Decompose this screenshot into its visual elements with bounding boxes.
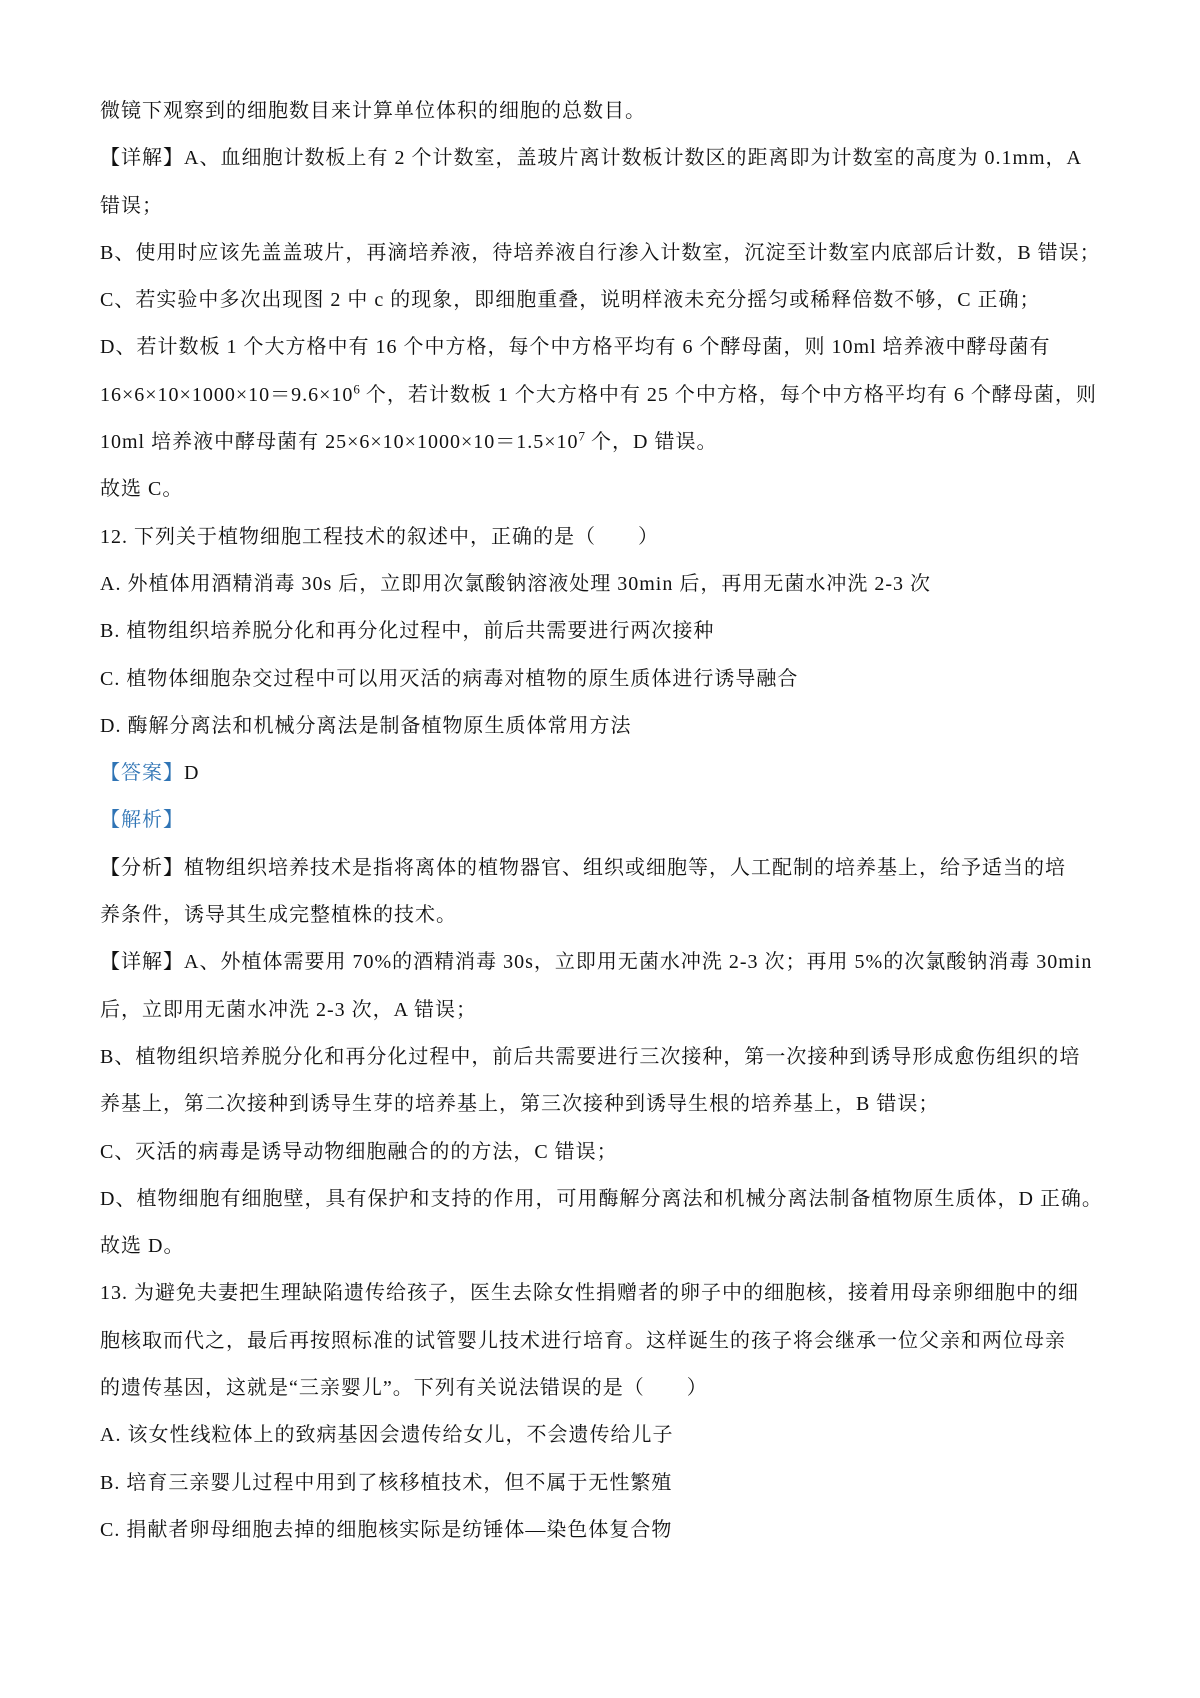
q12-conclusion [100, 1223, 1102, 1270]
q12-option-c [100, 656, 1102, 703]
q12-detail-option-b-line-2 [100, 1081, 1102, 1128]
q11-detail-option-d-line-1 [100, 324, 1102, 371]
text-segment: 个，若计数板 1 个大方格中有 25 个中方格，每个中方格平均有 6 个酵母菌，则 [359, 383, 1097, 406]
text-segment: 养条件，诱导其生成完整植株的技术。 [100, 904, 457, 927]
q12-detail-line-1 [100, 939, 1102, 986]
q12-analysis-line-1 [100, 845, 1102, 892]
text-segment: B. 培育三亲婴儿过程中用到了核移植技术，但不属于无性繁殖 [100, 1471, 673, 1494]
q13-stem-line-1 [100, 1270, 1102, 1317]
text-segment: 12. 下列关于植物细胞工程技术的叙述中，正确的是（ ） [100, 525, 659, 548]
q12-detail-option-c [100, 1129, 1102, 1176]
q12-option-a [100, 561, 1102, 608]
q12-detail-option-d [100, 1176, 1102, 1223]
q13-option-a [100, 1412, 1102, 1459]
q11-continuation-text [100, 88, 1102, 135]
text-segment: B、植物组织培养脱分化和再分化过程中，前后共需要进行三次接种，第一次接种到诱导形成愈伤组织的培 [100, 1045, 1081, 1068]
text-segment: C. 捐献者卵母细胞去掉的细胞核实际是纺锤体—染色体复合物 [100, 1518, 673, 1541]
q11-conclusion [100, 466, 1102, 513]
text-segment: 微镜下观察到的细胞数目来计算单位体积的细胞的总数目。 [100, 100, 646, 122]
document-text-block [100, 88, 1102, 1554]
text-segment: 后，立即用无菌水冲洗 2-3 次，A 错误； [100, 998, 477, 1021]
answer-value: D [184, 762, 200, 785]
text-segment: D. 酶解分离法和机械分离法是制备植物原生质体常用方法 [100, 714, 632, 737]
text-segment: 【详解】A、外植体需要用 70%的酒精消毒 30s，立即用无菌水冲洗 2-3 次；再用 5%的次氯酸钠消毒 30min [100, 951, 1093, 974]
text-segment: 10ml 培养液中酵母菌有 25×6×10×1000×10＝1.5×10 [100, 431, 579, 454]
text-segment: 故选 C。 [100, 478, 184, 501]
text-segment: C、灭活的病毒是诱导动物细胞融合的的方法，C 错误； [100, 1140, 618, 1163]
text-segment: 错误； [100, 194, 163, 217]
q11-detail-line-1 [100, 135, 1102, 182]
text-segment: 【分析】植物组织培养技术是指将离体的植物器官、组织或细胞等，人工配制的培养基上，给予适当的培 [100, 856, 1066, 879]
q11-detail-option-b [100, 230, 1102, 277]
text-segment: A. 外植体用酒精消毒 30s 后，立即用次氯酸钠溶液处理 30min 后，再用无菌水冲洗 2-3 次 [100, 572, 931, 595]
text-segment: 的遗传基因，这就是“三亲婴儿”。下列有关说法错误的是（ ） [100, 1377, 708, 1400]
q12-detail-line-2 [100, 987, 1102, 1034]
q13-stem-line-2 [100, 1318, 1102, 1365]
text-segment: C. 植物体细胞杂交过程中可以用灭活的病毒对植物的原生质体进行诱导融合 [100, 667, 799, 690]
q13-stem-line-3 [100, 1365, 1102, 1412]
text-segment: 16×6×10×1000×10＝9.6×10 [100, 383, 354, 406]
q11-detail-line-2 [100, 183, 1102, 230]
text-segment: D、若计数板 1 个大方格中有 16 个中方格，每个中方格平均有 6 个酵母菌，则 10ml 培养液中酵母菌有 [100, 336, 1051, 359]
text-segment: B、使用时应该先盖盖玻片，再滴培养液，待培养液自行渗入计数室，沉淀至计数室内底部后计数，B 错误； [100, 241, 1101, 264]
q11-detail-option-d-line-2 [100, 372, 1102, 419]
text-segment: D、植物细胞有细胞壁，具有保护和支持的作用，可用酶解分离法和机械分离法制备植物原生质体，D 正确。 [100, 1187, 1103, 1210]
q12-analysis-line-2 [100, 892, 1102, 939]
exponent-7: 7 [578, 428, 586, 444]
text-segment: C、若实验中多次出现图 2 中 c 的现象，即细胞重叠，说明样液未充分摇匀或稀释倍数不够，C 正确； [100, 289, 1041, 312]
q12-detail-option-b-line-1 [100, 1034, 1102, 1081]
answer-label: 【答案】 [100, 762, 184, 785]
text-segment: 【详解】A、血细胞计数板上有 2 个计数室，盖玻片离计数板计数区的距离即为计数室的高度为 0.1mm，A [100, 147, 1082, 170]
analysis-label: 【解析】 [100, 809, 184, 832]
text-segment: 故选 D。 [100, 1235, 185, 1258]
text-segment: 养基上，第二次接种到诱导生芽的培养基上，第三次接种到诱导生根的培养基上，B 错误； [100, 1093, 940, 1116]
q11-detail-option-c [100, 277, 1102, 324]
q12-analysis-header [100, 797, 1102, 844]
q13-option-b [100, 1460, 1102, 1507]
q11-detail-option-d-line-3 [100, 419, 1102, 466]
q12-option-b [100, 608, 1102, 655]
text-segment: 13. 为避免夫妻把生理缺陷遗传给孩子，医生去除女性捐赠者的卵子中的细胞核，接着用母亲卵细胞中的细 [100, 1282, 1079, 1305]
exponent-6: 6 [353, 381, 360, 397]
text-segment: 个，D 错误。 [585, 431, 718, 454]
text-segment: A. 该女性线粒体上的致病基因会遗传给女儿，不会遗传给儿子 [100, 1424, 674, 1447]
text-segment: 胞核取而代之，最后再按照标准的试管婴儿技术进行培育。这样诞生的孩子将会继承一位父亲和两位母亲 [100, 1329, 1066, 1352]
q13-option-c [100, 1507, 1102, 1554]
q12-option-d [100, 703, 1102, 750]
q12-stem [100, 514, 1102, 561]
text-segment: B. 植物组织培养脱分化和再分化过程中，前后共需要进行两次接种 [100, 620, 715, 643]
q12-answer [100, 750, 1102, 797]
